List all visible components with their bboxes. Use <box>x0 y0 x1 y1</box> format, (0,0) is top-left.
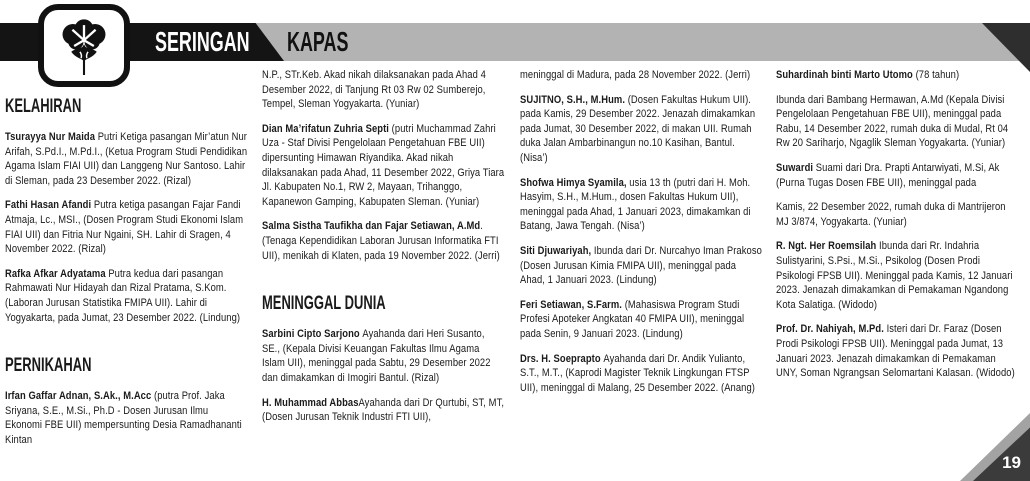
news-item-text: (Mahasiswa Program Studi Profesi Apoteker Angkatan 40 FMIPA UII), meninggal pada Senin, 9 Januari 2023. (Lindung) <box>520 298 745 340</box>
news-item-text: N.P., STr.Keb. Akad nikah dilaksanakan pada Ahad 4 Desember 2022, di Tanjung Rt 03 Rw 02 Sumberejo, Tempel, Sleman Yogyakarta. (Yuniar) <box>262 69 486 111</box>
news-item-text: usia 13 th (putri dari H. Moh. Hasyim, S.H., M.Hum., dosen Fakultas Hukum UII), meninggal pada Ahad, 1 Januari 2023, dimakamkan di Batang, Jawa Tengah. (Nisa’) <box>520 176 751 233</box>
news-item-text: Ibunda dari Dr. Nurcahyo Iman Prakoso (Dosen Jurusan Kimia FMIPA UII), meninggal pada Ahad, 1 Januari 2023. (Lindung) <box>520 244 762 287</box>
news-item <box>520 298 762 342</box>
news-item-text: meninggal di Madura, pada 28 November 2022. (Jerri) <box>520 69 751 81</box>
cotton-icon <box>53 17 115 75</box>
section-heading <box>262 293 504 315</box>
news-item-text: Ayahanda dari Dr Qurtubi, ST, MT, (Dosen Jurusan Teknik Industri FTI UII), <box>262 396 505 424</box>
news-item <box>5 267 247 325</box>
news-item-text: Ayahanda dari Heri Susanto, SE., (Kepala Divisi Keuangan Fakultas Ilmu Agama Islam UII), meninggal pada Sabtu, 29 Desember 2022 dan dimakamkan di Imogiri Bantul. (Rizal) <box>262 328 491 384</box>
news-item-name: Fathi Hasan Afandi <box>5 199 94 212</box>
masthead-gray-band <box>250 23 1030 61</box>
news-item <box>262 396 504 425</box>
news-item-name: Feri Setiawan, S.Farm. <box>520 298 625 311</box>
page-corner <box>930 396 1030 481</box>
news-item-name: H. Muhammad Abbas <box>262 396 359 409</box>
news-item <box>262 219 504 263</box>
news-item <box>5 198 247 256</box>
news-item-name: Dian Ma’rifatun Zuhria Septi <box>262 122 392 135</box>
column-2 <box>262 68 504 435</box>
news-item <box>776 239 1018 312</box>
section-heading-label: PERNIKAHAN <box>5 355 92 377</box>
news-item <box>776 200 1018 229</box>
news-item-text: . (Tenaga Kependidikan Laboran Jurusan Informatika FTI UII), menikah di Klaten, pada 19 November 2022. (Jerri) <box>262 220 500 262</box>
news-item-name: Tsurayya Nur Maida <box>5 131 98 143</box>
news-item <box>776 161 1018 190</box>
news-item-name: Rafka Afkar Adyatama <box>5 267 109 280</box>
news-item <box>520 244 762 288</box>
news-item-name: Siti Djuwariyah, <box>520 244 594 257</box>
news-item-name: Suhardinah binti Marto Utomo <box>776 69 916 81</box>
column-1 <box>5 96 247 458</box>
news-item-name: R. Ngt. Her Roemsilah <box>776 240 880 253</box>
news-item-name: Prof. Dr. Nahiyah, M.Pd. <box>776 323 887 336</box>
news-item <box>776 93 1018 151</box>
news-item <box>5 130 247 188</box>
news-item-name: Shofwa Himya Syamila, <box>520 176 630 189</box>
news-item-text: (putra Prof. Jaka Sriyana, S.E., M.Si., Ph.D - Dosen Jurusan Ilmu Ekonomi FBE UII) mempersunting Desia Ramadhananti Kintan <box>5 390 242 446</box>
section-heading <box>5 355 247 377</box>
column-3 <box>520 68 762 405</box>
section-heading-label: KELAHIRAN <box>5 96 82 117</box>
news-item <box>262 327 504 385</box>
news-item <box>5 389 247 447</box>
section-heading-label: MENINGGAL DUNIA <box>262 293 386 315</box>
news-item-text: Putra ketiga pasangan Fajar Fandi Atmaja, Lc., MSI., (Dosen Program Studi Ekonomi Islam FIAI UII) dan Fitria Nur Ngaini, SH. Lahir di Sragen, 4 November 2022. (Rizal) <box>5 199 244 256</box>
news-item-text: Putra kedua dari pasangan Rahmawati Nur Hidayah dan Rizal Pratama, S.Kom. (Laboran Jurusan Statistika FMIPA UII). Lahir di Yogyakarta, pada Jumat, 23 Desember 2022. (Lindung) <box>5 267 241 324</box>
news-item <box>520 176 762 234</box>
news-item-text: Kamis, 22 Desember 2022, rumah duka di Mantrijeron MJ 3/874, Yogyakarta. (Yuniar) <box>776 201 1006 228</box>
masthead-title-kapas: KAPAS <box>287 26 349 57</box>
news-item-text: Ibunda dari Rr. Indahria Sulistyarini, S.Psi., M.Si., Psikolog (Dosen Prodi Psikologi FPSB UII). Meninggal pada Kamis, 12 Januari 2023. Jenazah dimakamkan di Pemakaman Ngandong Kota Salatiga. (Widodo) <box>776 240 1013 311</box>
news-item <box>776 322 1018 380</box>
section-heading <box>5 96 247 118</box>
news-item-text: Isteri dari Dr. Faraz (Dosen Prodi Psikologi FPSB UII). Meninggal pada Jumat, 13 Januari 2023. Jenazah dimakamkan di Pemakaman UNY, Soman Ngrangsan Selomartani Kalasan. (Widodo) <box>776 323 1015 380</box>
news-item <box>776 68 1018 83</box>
page-number: 19 <box>1002 453 1021 472</box>
news-item <box>262 122 504 210</box>
news-item <box>520 352 762 396</box>
news-item-name: Irfan Gaffar Adnan, S.Ak., M.Acc <box>5 390 154 403</box>
news-item-name: Suwardi <box>776 161 816 174</box>
news-item <box>520 68 762 83</box>
news-item <box>520 93 762 166</box>
news-item <box>262 68 504 112</box>
news-item-name: Sarbini Cipto Sarjono <box>262 328 363 341</box>
news-item-text: Ayahanda dari Dr. Andik Yulianto, S.T., M.T., (Kaprodi Magister Teknik Lingkungan FTSP UII), meninggal di Malang, 25 Desember 2022. (Anang) <box>520 352 755 394</box>
news-item-text: (Dosen Fakultas Hukum UII). pada Kamis, 29 Desember 2022. Jenazah dimakamkan pada Jumat, 30 Desember 2022, di makan UII. Rumah duka Jalan Ambarbinangun no.10 Kasihan, Bantul. (Nisa’) <box>520 93 756 164</box>
news-item-text: Putri Ketiga pasangan Mir’atun Nur Arifah, S.Pd.I., M.Pd.I., (Ketua Program Studi Pendidikan Agama Islam FIAI UII) dan Langgeng Nur Santoso. Lahir di Sleman, pada 23 Desember 2022. (Rizal) <box>5 131 248 187</box>
column-4 <box>776 68 1018 391</box>
news-item-text: Ibunda dari Bambang Hermawan, A.Md (Kepala Divisi Pengelolaan Pengetahuan FBE UII), meninggal pada Rabu, 14 Desember 2022, rumah duka di Mudal, Rt 04 Rw 20 Sariharjo, Ngaglik Sleman Yogyakarta. (Yuniar) <box>776 93 1009 150</box>
news-item-text: (78 tahun) <box>915 69 960 81</box>
masthead-title-seringan: SERINGAN <box>155 26 250 57</box>
cotton-logo <box>38 4 130 87</box>
news-item-name: Salma Sistha Taufikha dan Fajar Setiawan, A.Md <box>262 220 481 233</box>
news-item-text: (putri Muchammad Zahri Uza - Staf Divisi Pengelolaan Pengetahuan FBE UII) dipersunting Himawan Riyandika. Akad nikah dilaksanakan pada Ahad, 11 Desember 2022, Griya Tiara Jl. Kabupaten No.1, RW 2, Mayaan, Trihanggo, Kapanewon Gamping, Kabupaten Sleman. (Yuniar) <box>262 122 505 208</box>
news-item-text: Suami dari Dra. Prapti Antarwiyati, M.Si, Ak (Purna Tugas Dosen FBE UII), meninggal pada <box>776 161 1000 189</box>
news-item-name: Drs. H. Soeprapto <box>520 352 604 365</box>
news-item-name: SUJITNO, S.H., M.Hum. <box>520 93 628 106</box>
